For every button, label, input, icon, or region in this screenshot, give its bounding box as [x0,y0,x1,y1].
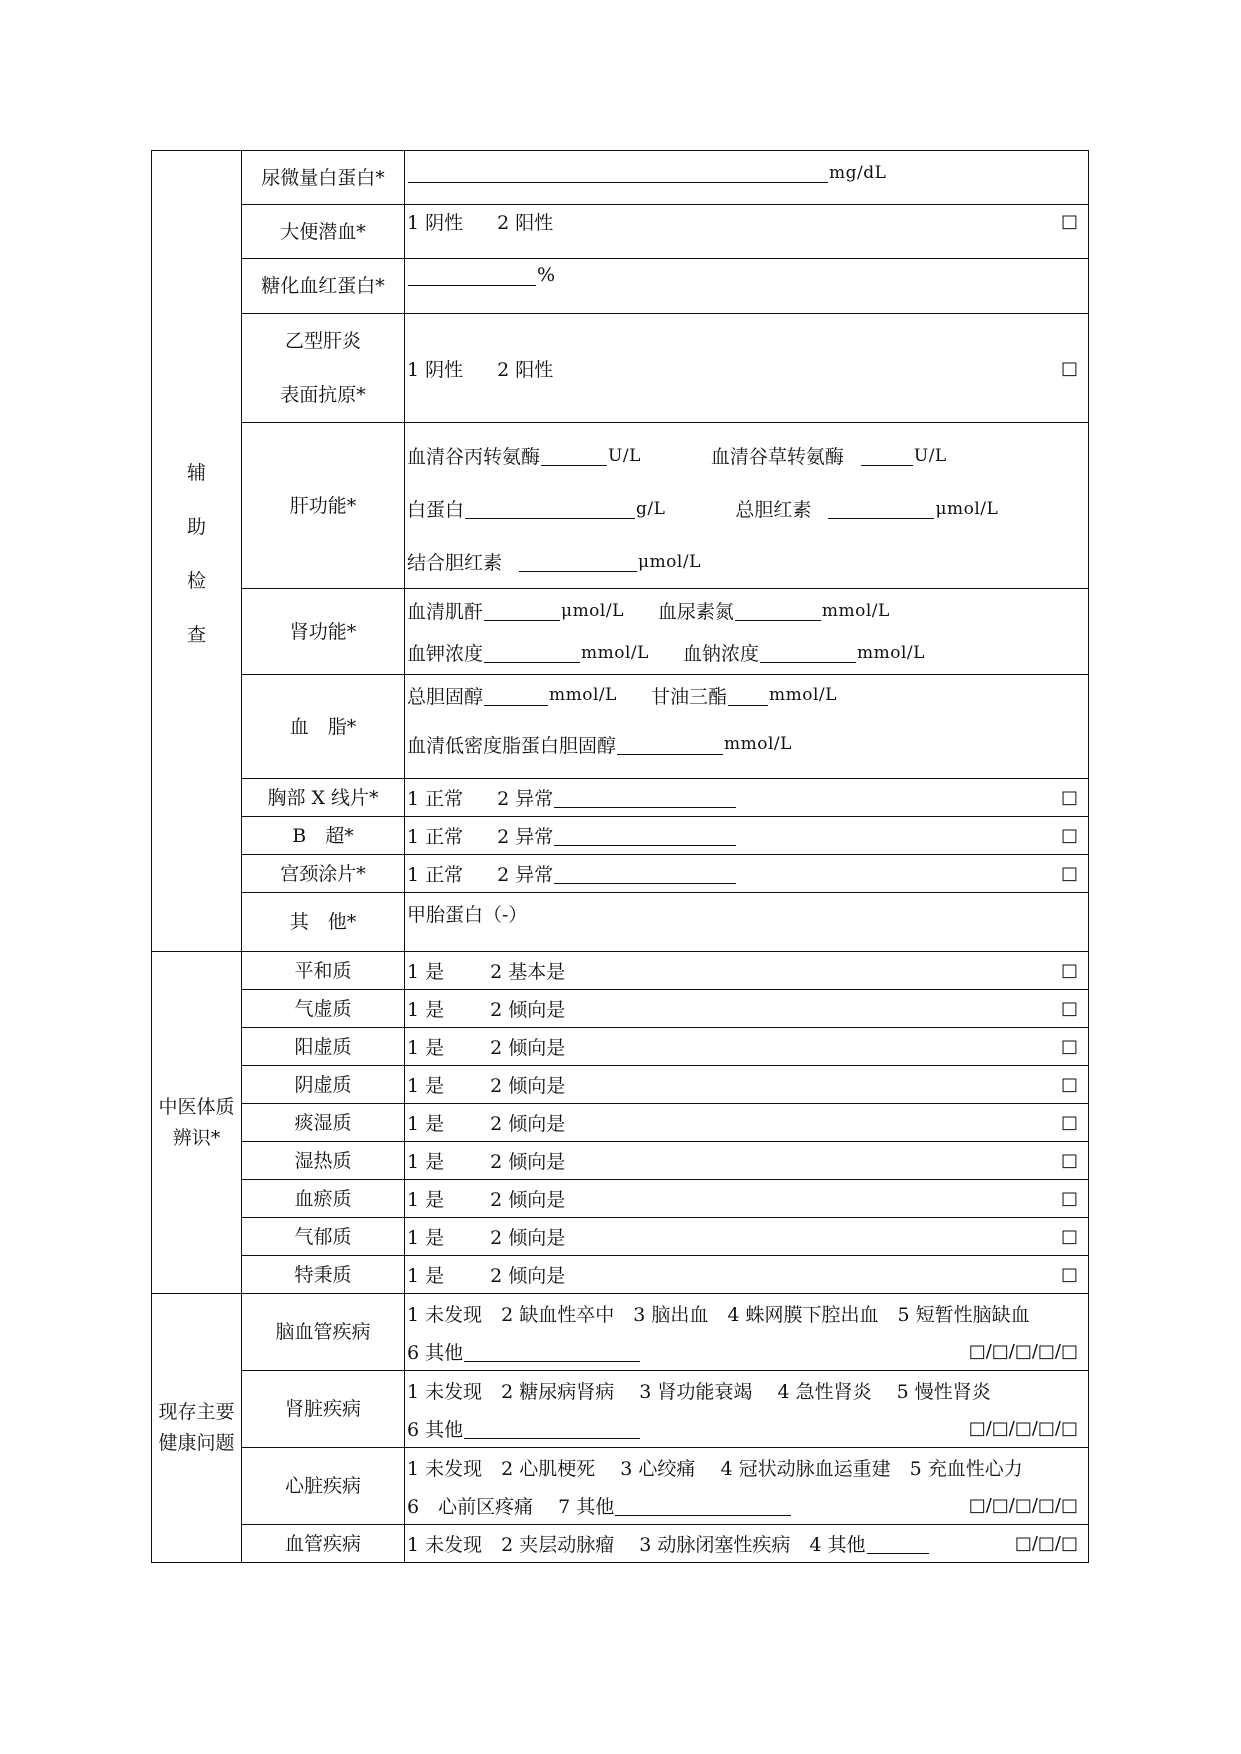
heart-other-label: 6 心前区疼痛 7 其他 [407,1495,615,1518]
renal-checkboxes[interactable]: □/□/□/□/□ [968,1417,1078,1439]
cerebrovascular-label: 脑血管疾病 [242,1294,405,1371]
renal-disease-options: 1 未发现 2 糖尿病肾病 3 肾功能衰竭 4 急性肾炎 5 慢性肾炎 [407,1380,991,1403]
renal-disease-cell [405,1371,1089,1448]
tcm-section-label [152,952,242,1294]
liver-function-cell [405,423,1089,589]
alt-label: 血清谷丙转氨酶 [407,446,541,468]
vascular-checkboxes[interactable]: □/□/□ [1014,1533,1078,1554]
tcm-checkbox[interactable]: □ [1060,1264,1078,1285]
ldl-field[interactable] [617,734,723,755]
potassium-field[interactable] [484,642,580,663]
hba1c-field[interactable] [408,265,536,286]
ultrasound-checkbox[interactable]: □ [1060,825,1078,846]
creatinine-field[interactable] [484,600,560,621]
tcm-option-partial: 2 倾向是 [490,1189,566,1211]
pap-abnormal-field[interactable] [554,863,736,884]
tcm-option-partial: 2 倾向是 [490,999,566,1021]
vascular-disease-options: 1 未发现 2 夹层动脉瘤 3 动脉闭塞性疾病 4 其他 [407,1534,866,1556]
other-exam-label: 其 他* [242,893,405,952]
renal-other-label: 6 其他 [407,1418,464,1441]
direct-bilirubin-unit: μmol/L [638,551,701,572]
tcm-row [405,1028,1089,1066]
tcm-label: 阴虚质 [242,1066,405,1104]
pap-option-normal: 1 正常 [407,864,464,886]
tcm-option-partial: 2 倾向是 [490,1265,566,1287]
hba1c-unit: % [537,264,556,286]
tcm-label: 阳虚质 [242,1028,405,1066]
tcm-option-yes: 1 是 [407,1227,445,1249]
ultrasound-abnormal-field[interactable] [554,825,736,846]
stool-checkbox[interactable]: □ [1060,211,1078,232]
bun-label: 血尿素氮 [657,601,734,623]
triglyceride-unit: mmol/L [768,685,837,705]
triglyceride-field[interactable] [728,685,768,706]
tcm-row [405,1142,1089,1180]
tcm-option-partial: 2 倾向是 [490,1113,566,1135]
ast-field[interactable] [861,445,913,466]
kidney-function-label: 肾功能* [242,589,405,675]
tcm-label: 平和质 [242,952,405,990]
tcm-row [405,952,1089,990]
tcm-option-yes: 1 是 [407,961,445,983]
tcm-option-partial: 2 倾向是 [490,1151,566,1173]
tcm-row [405,1218,1089,1256]
xray-checkbox[interactable]: □ [1060,787,1078,808]
direct-bilirubin-label: 结合胆红素 [407,552,503,574]
hbsag-label-line1: 乙型肝炎 [284,330,361,352]
tcm-row [405,990,1089,1028]
tcm-row [405,1256,1089,1294]
blood-lipid-cell [405,675,1089,779]
cerebrovascular-other-field[interactable] [464,1341,640,1362]
blood-lipid-label: 血 脂* [242,675,405,779]
total-cholesterol-field[interactable] [484,685,548,706]
vascular-other-field[interactable] [867,1533,929,1554]
sodium-unit: mmol/L [856,642,925,663]
total-bilirubin-label: 总胆红素 [735,499,812,521]
ultrasound-option-abnormal: 2 异常 [497,826,554,848]
triglyceride-label: 甘油三酯 [650,685,727,708]
tcm-option-yes: 1 是 [407,1265,445,1287]
stool-occult-blood-label: 大便潜血* [242,205,405,259]
ast-unit: U/L [913,445,947,466]
tcm-option-yes: 1 是 [407,1037,445,1059]
creatinine-label: 血清肌酐 [407,601,484,623]
ultrasound-label: B 超* [242,817,405,855]
tcm-checkbox[interactable]: □ [1060,1188,1078,1209]
vascular-disease-label: 血管疾病 [242,1525,405,1563]
health-exam-form-table [151,150,1089,1563]
health-problems-section-label [152,1294,242,1563]
bun-unit: mmol/L [821,600,890,621]
tcm-option-partial: 2 倾向是 [490,1037,566,1059]
creatinine-unit: μmol/L [561,600,624,621]
tcm-option-partial: 2 基本是 [490,961,566,983]
potassium-label: 血钾浓度 [407,643,484,665]
alt-field[interactable] [541,445,607,466]
pap-smear-label: 宫颈涂片* [242,855,405,893]
hba1c-cell [405,259,1089,314]
tcm-checkbox[interactable]: □ [1060,960,1078,981]
tcm-checkbox[interactable]: □ [1060,998,1078,1019]
tcm-checkbox[interactable]: □ [1060,1074,1078,1095]
heart-disease-cell [405,1448,1089,1525]
stool-option-negative: 1 阴性 [407,212,464,234]
pap-smear-cell [405,855,1089,893]
kidney-function-cell [405,589,1089,675]
liver-function-label: 肝功能* [242,423,405,589]
ldl-label: 血清低密度脂蛋白胆固醇 [407,734,617,757]
stool-occult-blood-cell [405,205,1089,259]
tcm-checkbox[interactable]: □ [1060,1036,1078,1057]
albumin-field[interactable] [465,498,635,519]
xray-option-abnormal: 2 异常 [497,788,554,810]
cerebrovascular-options: 1 未发现 2 缺血性卒中 3 脑出血 4 蛛网膜下腔出血 5 短暂性脑缺血 [407,1303,1030,1326]
sodium-label: 血钠浓度 [682,643,759,665]
tcm-row [405,1180,1089,1218]
ldl-unit: mmol/L [724,734,792,754]
tcm-label: 痰湿质 [242,1104,405,1142]
heart-disease-options: 1 未发现 2 心肌梗死 3 心绞痛 4 冠状动脉血运重建 5 充血性心力 [407,1457,1023,1480]
total-bilirubin-unit: μmol/L [935,498,999,519]
sodium-field[interactable] [760,642,856,663]
tcm-checkbox[interactable]: □ [1060,1226,1078,1247]
heart-other-field[interactable] [615,1495,791,1516]
cerebrovascular-checkboxes[interactable]: □/□/□/□/□ [968,1340,1078,1362]
hba1c-label: 糖化血红蛋白* [242,259,405,314]
pap-checkbox[interactable]: □ [1060,863,1078,884]
ast-label: 血清谷草转氨酶 [710,446,844,468]
aux-exam-section-text: 辅助检查 [187,462,207,646]
tcm-option-yes: 1 是 [407,1113,445,1135]
tcm-row [405,1104,1089,1142]
stool-option-positive: 2 阳性 [497,212,554,234]
tcm-option-yes: 1 是 [407,1075,445,1097]
tcm-checkbox[interactable]: □ [1060,1150,1078,1171]
xray-abnormal-field[interactable] [554,787,736,808]
urine-microalbumin-unit: mg/dL [829,162,887,183]
tcm-option-yes: 1 是 [407,1189,445,1211]
urine-microalbumin-field[interactable] [408,162,828,183]
albumin-label: 白蛋白 [407,499,465,521]
total-bilirubin-field[interactable] [828,498,934,519]
tcm-label: 气郁质 [242,1218,405,1256]
hbsag-label-line2: 表面抗原* [280,384,366,406]
aux-exam-section-label [152,151,242,952]
heart-checkboxes[interactable]: □/□/□/□/□ [968,1494,1078,1516]
hbsag-option-negative: 1 阴性 [407,358,464,381]
tcm-label: 特秉质 [242,1256,405,1294]
tcm-option-partial: 2 倾向是 [490,1227,566,1249]
tcm-label: 湿热质 [242,1142,405,1180]
other-exam-cell [405,893,1089,952]
tcm-option-partial: 2 倾向是 [490,1075,566,1097]
chest-xray-label: 胸部 X 线片* [242,779,405,817]
pap-option-abnormal: 2 异常 [497,864,554,886]
ultrasound-cell [405,817,1089,855]
vascular-disease-cell [405,1525,1089,1563]
tcm-option-yes: 1 是 [407,1151,445,1173]
tcm-label: 气虚质 [242,990,405,1028]
tcm-label: 血瘀质 [242,1180,405,1218]
tcm-option-yes: 1 是 [407,999,445,1021]
albumin-unit: g/L [636,498,666,519]
cerebrovascular-other-label: 6 其他 [407,1341,464,1364]
total-cholesterol-label: 总胆固醇 [407,685,484,708]
tcm-row [405,1066,1089,1104]
potassium-unit: mmol/L [581,642,649,663]
alt-unit: U/L [608,445,641,466]
health-problems-section-text: 现存主要健康问题 [158,1401,235,1454]
xray-option-normal: 1 正常 [407,788,464,810]
hbsag-option-positive: 2 阳性 [497,358,554,381]
chest-xray-cell [405,779,1089,817]
tcm-section-text: 中医体质辨识* [158,1095,235,1149]
urine-microalbumin-cell [405,151,1089,205]
tcm-checkbox[interactable]: □ [1060,1112,1078,1133]
total-cholesterol-unit: mmol/L [549,685,617,705]
renal-disease-label: 肾脏疾病 [242,1371,405,1448]
direct-bilirubin-field[interactable] [519,551,637,572]
hbsag-cell [405,314,1089,423]
cerebrovascular-cell [405,1294,1089,1371]
other-exam-value: 甲胎蛋白（-） [407,903,528,926]
hbsag-label [242,314,405,423]
ultrasound-option-normal: 1 正常 [407,826,464,848]
renal-other-field[interactable] [464,1418,640,1439]
bun-field[interactable] [735,600,821,621]
hbsag-checkbox[interactable]: □ [1060,357,1078,379]
urine-microalbumin-label: 尿微量白蛋白* [242,151,405,205]
heart-disease-label: 心脏疾病 [242,1448,405,1525]
